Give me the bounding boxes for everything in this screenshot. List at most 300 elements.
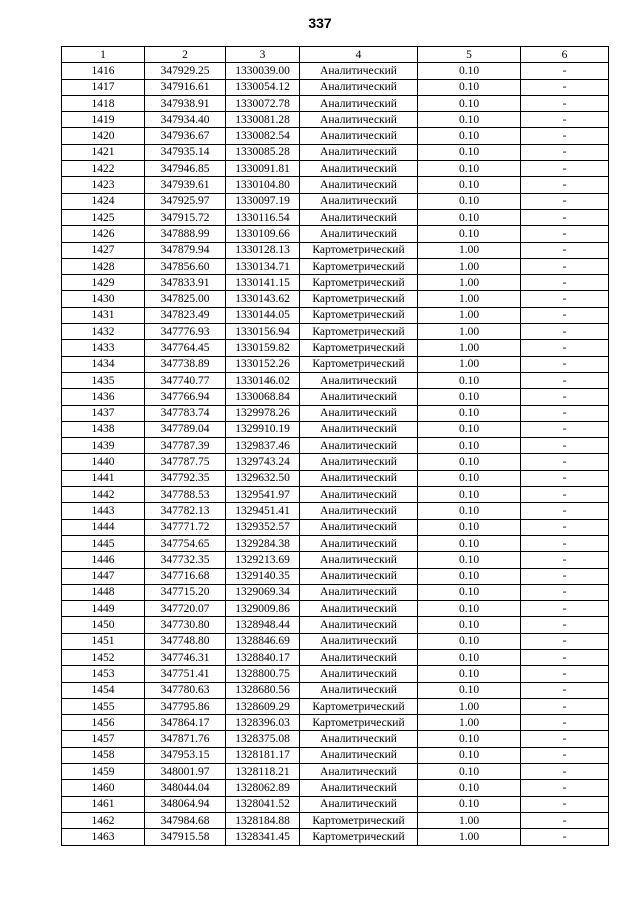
y-coordinate-cell: 1330152.26 [226, 356, 300, 372]
table-row [62, 503, 609, 519]
point-number-cell: 1417 [62, 79, 145, 95]
method-cell: Аналитический [300, 649, 418, 665]
point-number-cell: 1461 [62, 796, 145, 812]
table-row [62, 95, 609, 111]
y-coordinate-cell: 1328680.56 [226, 682, 300, 698]
point-number-cell: 1442 [62, 487, 145, 503]
note-cell: - [521, 372, 609, 388]
y-coordinate-cell: 1330109.66 [226, 226, 300, 242]
accuracy-cell: 0.10 [418, 95, 521, 111]
table-row [62, 812, 609, 828]
point-number-cell: 1429 [62, 275, 145, 291]
method-cell: Аналитический [300, 161, 418, 177]
method-cell: Аналитический [300, 552, 418, 568]
note-cell: - [521, 617, 609, 633]
point-number-cell: 1441 [62, 470, 145, 486]
accuracy-cell: 1.00 [418, 698, 521, 714]
accuracy-cell: 1.00 [418, 340, 521, 356]
note-cell: - [521, 731, 609, 747]
x-coordinate-cell: 347783.74 [145, 405, 226, 421]
y-coordinate-cell: 1330068.84 [226, 389, 300, 405]
note-cell: - [521, 438, 609, 454]
y-coordinate-cell: 1329009.86 [226, 601, 300, 617]
y-coordinate-cell: 1328396.03 [226, 715, 300, 731]
x-coordinate-cell: 347732.35 [145, 552, 226, 568]
accuracy-cell: 1.00 [418, 275, 521, 291]
note-cell: - [521, 812, 609, 828]
point-number-cell: 1444 [62, 519, 145, 535]
y-coordinate-cell: 1329069.34 [226, 584, 300, 600]
y-coordinate-cell: 1328041.52 [226, 796, 300, 812]
y-coordinate-cell: 1329140.35 [226, 568, 300, 584]
table-row [62, 340, 609, 356]
accuracy-cell: 0.10 [418, 372, 521, 388]
point-number-cell: 1431 [62, 307, 145, 323]
accuracy-cell: 0.10 [418, 487, 521, 503]
x-coordinate-cell: 347738.89 [145, 356, 226, 372]
x-coordinate-cell: 347789.04 [145, 421, 226, 437]
x-coordinate-cell: 348044.04 [145, 780, 226, 796]
method-cell: Аналитический [300, 79, 418, 95]
note-cell: - [521, 307, 609, 323]
y-coordinate-cell: 1329213.69 [226, 552, 300, 568]
accuracy-cell: 0.10 [418, 161, 521, 177]
point-number-cell: 1419 [62, 112, 145, 128]
note-cell: - [521, 161, 609, 177]
x-coordinate-cell: 347792.35 [145, 470, 226, 486]
y-coordinate-cell: 1328181.17 [226, 747, 300, 763]
method-cell: Картометрический [300, 242, 418, 258]
table-row [62, 747, 609, 763]
table-row [62, 617, 609, 633]
accuracy-cell: 0.10 [418, 617, 521, 633]
x-coordinate-cell: 347771.72 [145, 519, 226, 535]
point-number-cell: 1452 [62, 649, 145, 665]
y-coordinate-cell: 1329632.50 [226, 470, 300, 486]
method-cell: Аналитический [300, 226, 418, 242]
accuracy-cell: 1.00 [418, 307, 521, 323]
method-cell: Аналитический [300, 112, 418, 128]
table-row [62, 535, 609, 551]
method-cell: Аналитический [300, 372, 418, 388]
accuracy-cell: 0.10 [418, 747, 521, 763]
accuracy-cell: 0.10 [418, 519, 521, 535]
y-coordinate-cell: 1330116.54 [226, 209, 300, 225]
point-number-cell: 1438 [62, 421, 145, 437]
note-cell: - [521, 666, 609, 682]
note-cell: - [521, 63, 609, 79]
y-coordinate-cell: 1329284.38 [226, 535, 300, 551]
point-number-cell: 1460 [62, 780, 145, 796]
x-coordinate-cell: 347864.17 [145, 715, 226, 731]
accuracy-cell: 0.10 [418, 209, 521, 225]
note-cell: - [521, 503, 609, 519]
table-row [62, 682, 609, 698]
accuracy-cell: 0.10 [418, 731, 521, 747]
point-number-cell: 1418 [62, 95, 145, 111]
method-cell: Аналитический [300, 95, 418, 111]
table-row [62, 633, 609, 649]
y-coordinate-cell: 1329352.57 [226, 519, 300, 535]
point-number-cell: 1457 [62, 731, 145, 747]
x-coordinate-cell: 347938.91 [145, 95, 226, 111]
x-coordinate-cell: 347939.61 [145, 177, 226, 193]
table-row [62, 715, 609, 731]
point-number-cell: 1436 [62, 389, 145, 405]
accuracy-cell: 0.10 [418, 666, 521, 682]
y-coordinate-cell: 1330144.05 [226, 307, 300, 323]
note-cell: - [521, 633, 609, 649]
method-cell: Аналитический [300, 438, 418, 454]
accuracy-cell: 0.10 [418, 63, 521, 79]
table-row [62, 291, 609, 307]
x-coordinate-cell: 347916.61 [145, 79, 226, 95]
x-coordinate-cell: 347795.86 [145, 698, 226, 714]
note-cell: - [521, 682, 609, 698]
column-header: 3 [226, 47, 300, 63]
x-coordinate-cell: 347766.94 [145, 389, 226, 405]
y-coordinate-cell: 1330054.12 [226, 79, 300, 95]
x-coordinate-cell: 347787.75 [145, 454, 226, 470]
table-row [62, 666, 609, 682]
y-coordinate-cell: 1330039.00 [226, 63, 300, 79]
table-row [62, 372, 609, 388]
table-body [62, 63, 609, 845]
method-cell: Аналитический [300, 731, 418, 747]
note-cell: - [521, 764, 609, 780]
table-row [62, 161, 609, 177]
accuracy-cell: 0.10 [418, 470, 521, 486]
point-number-cell: 1459 [62, 764, 145, 780]
table-row [62, 226, 609, 242]
x-coordinate-cell: 347935.14 [145, 144, 226, 160]
note-cell: - [521, 324, 609, 340]
point-number-cell: 1445 [62, 535, 145, 551]
x-coordinate-cell: 347871.76 [145, 731, 226, 747]
y-coordinate-cell: 1328948.44 [226, 617, 300, 633]
table-row [62, 144, 609, 160]
point-number-cell: 1455 [62, 698, 145, 714]
x-coordinate-cell: 347934.40 [145, 112, 226, 128]
x-coordinate-cell: 347915.72 [145, 209, 226, 225]
x-coordinate-cell: 347720.07 [145, 601, 226, 617]
note-cell: - [521, 747, 609, 763]
y-coordinate-cell: 1328184.88 [226, 812, 300, 828]
table-row [62, 829, 609, 845]
point-number-cell: 1456 [62, 715, 145, 731]
method-cell: Аналитический [300, 503, 418, 519]
x-coordinate-cell: 347746.31 [145, 649, 226, 665]
point-number-cell: 1439 [62, 438, 145, 454]
table-row [62, 601, 609, 617]
note-cell: - [521, 487, 609, 503]
x-coordinate-cell: 347856.60 [145, 258, 226, 274]
point-number-cell: 1437 [62, 405, 145, 421]
note-cell: - [521, 340, 609, 356]
table-row [62, 568, 609, 584]
accuracy-cell: 0.10 [418, 144, 521, 160]
x-coordinate-cell: 347888.99 [145, 226, 226, 242]
method-cell: Картометрический [300, 324, 418, 340]
table-row [62, 487, 609, 503]
y-coordinate-cell: 1330072.78 [226, 95, 300, 111]
table-row [62, 796, 609, 812]
point-number-cell: 1458 [62, 747, 145, 763]
point-number-cell: 1428 [62, 258, 145, 274]
method-cell: Картометрический [300, 258, 418, 274]
method-cell: Аналитический [300, 454, 418, 470]
x-coordinate-cell: 347823.49 [145, 307, 226, 323]
method-cell: Аналитический [300, 682, 418, 698]
x-coordinate-cell: 347716.68 [145, 568, 226, 584]
table-row [62, 128, 609, 144]
point-number-cell: 1449 [62, 601, 145, 617]
note-cell: - [521, 535, 609, 551]
column-header: 6 [521, 47, 609, 63]
table-row [62, 649, 609, 665]
method-cell: Аналитический [300, 568, 418, 584]
note-cell: - [521, 649, 609, 665]
accuracy-cell: 0.10 [418, 405, 521, 421]
y-coordinate-cell: 1328062.89 [226, 780, 300, 796]
table-row [62, 79, 609, 95]
point-number-cell: 1450 [62, 617, 145, 633]
method-cell: Аналитический [300, 405, 418, 421]
note-cell: - [521, 79, 609, 95]
table-row [62, 112, 609, 128]
y-coordinate-cell: 1330104.80 [226, 177, 300, 193]
table-row [62, 519, 609, 535]
y-coordinate-cell: 1329541.97 [226, 487, 300, 503]
note-cell: - [521, 584, 609, 600]
x-coordinate-cell: 347776.93 [145, 324, 226, 340]
x-coordinate-cell: 348001.97 [145, 764, 226, 780]
accuracy-cell: 0.10 [418, 682, 521, 698]
method-cell: Аналитический [300, 666, 418, 682]
accuracy-cell: 0.10 [418, 796, 521, 812]
note-cell: - [521, 421, 609, 437]
y-coordinate-cell: 1329743.24 [226, 454, 300, 470]
y-coordinate-cell: 1328341.45 [226, 829, 300, 845]
table-row [62, 275, 609, 291]
method-cell: Аналитический [300, 421, 418, 437]
note-cell: - [521, 796, 609, 812]
y-coordinate-cell: 1328840.17 [226, 649, 300, 665]
table-row [62, 242, 609, 258]
method-cell: Картометрический [300, 340, 418, 356]
y-coordinate-cell: 1330146.02 [226, 372, 300, 388]
point-number-cell: 1435 [62, 372, 145, 388]
x-coordinate-cell: 347936.67 [145, 128, 226, 144]
method-cell: Картометрический [300, 356, 418, 372]
method-cell: Аналитический [300, 601, 418, 617]
x-coordinate-cell: 347782.13 [145, 503, 226, 519]
note-cell: - [521, 552, 609, 568]
x-coordinate-cell: 347780.63 [145, 682, 226, 698]
method-cell: Аналитический [300, 63, 418, 79]
point-number-cell: 1453 [62, 666, 145, 682]
y-coordinate-cell: 1329910.19 [226, 421, 300, 437]
point-number-cell: 1454 [62, 682, 145, 698]
note-cell: - [521, 715, 609, 731]
accuracy-cell: 0.10 [418, 584, 521, 600]
y-coordinate-cell: 1328118.21 [226, 764, 300, 780]
table-row [62, 209, 609, 225]
table-row [62, 324, 609, 340]
x-coordinate-cell: 347751.41 [145, 666, 226, 682]
y-coordinate-cell: 1329837.46 [226, 438, 300, 454]
accuracy-cell: 1.00 [418, 829, 521, 845]
table-row [62, 405, 609, 421]
x-coordinate-cell: 347925.97 [145, 193, 226, 209]
accuracy-cell: 1.00 [418, 242, 521, 258]
table-row [62, 63, 609, 79]
table-header-row [62, 47, 609, 63]
point-number-cell: 1432 [62, 324, 145, 340]
accuracy-cell: 1.00 [418, 258, 521, 274]
x-coordinate-cell: 347788.53 [145, 487, 226, 503]
note-cell: - [521, 568, 609, 584]
note-cell: - [521, 177, 609, 193]
accuracy-cell: 0.10 [418, 649, 521, 665]
note-cell: - [521, 829, 609, 845]
y-coordinate-cell: 1330128.13 [226, 242, 300, 258]
x-coordinate-cell: 347740.77 [145, 372, 226, 388]
y-coordinate-cell: 1330085.28 [226, 144, 300, 160]
method-cell: Аналитический [300, 633, 418, 649]
x-coordinate-cell: 347984.68 [145, 812, 226, 828]
x-coordinate-cell: 347879.94 [145, 242, 226, 258]
accuracy-cell: 1.00 [418, 812, 521, 828]
accuracy-cell: 0.10 [418, 128, 521, 144]
accuracy-cell: 0.10 [418, 193, 521, 209]
y-coordinate-cell: 1329451.41 [226, 503, 300, 519]
table-row [62, 454, 609, 470]
note-cell: - [521, 291, 609, 307]
note-cell: - [521, 112, 609, 128]
note-cell: - [521, 128, 609, 144]
method-cell: Аналитический [300, 209, 418, 225]
accuracy-cell: 1.00 [418, 291, 521, 307]
point-number-cell: 1420 [62, 128, 145, 144]
note-cell: - [521, 780, 609, 796]
accuracy-cell: 0.10 [418, 780, 521, 796]
y-coordinate-cell: 1330143.62 [226, 291, 300, 307]
method-cell: Аналитический [300, 519, 418, 535]
page-number: 337 [308, 15, 332, 31]
point-number-cell: 1424 [62, 193, 145, 209]
x-coordinate-cell: 347929.25 [145, 63, 226, 79]
method-cell: Аналитический [300, 144, 418, 160]
note-cell: - [521, 698, 609, 714]
method-cell: Аналитический [300, 487, 418, 503]
point-number-cell: 1440 [62, 454, 145, 470]
x-coordinate-cell: 347833.91 [145, 275, 226, 291]
note-cell: - [521, 454, 609, 470]
point-number-cell: 1462 [62, 812, 145, 828]
point-number-cell: 1421 [62, 144, 145, 160]
table-row [62, 780, 609, 796]
x-coordinate-cell: 347825.00 [145, 291, 226, 307]
accuracy-cell: 0.10 [418, 389, 521, 405]
note-cell: - [521, 405, 609, 421]
y-coordinate-cell: 1330141.15 [226, 275, 300, 291]
accuracy-cell: 0.10 [418, 226, 521, 242]
x-coordinate-cell: 347946.85 [145, 161, 226, 177]
y-coordinate-cell: 1329978.26 [226, 405, 300, 421]
method-cell: Картометрический [300, 812, 418, 828]
column-header: 2 [145, 47, 226, 63]
table-row [62, 438, 609, 454]
method-cell: Аналитический [300, 535, 418, 551]
method-cell: Картометрический [300, 291, 418, 307]
table-row [62, 698, 609, 714]
method-cell: Картометрический [300, 715, 418, 731]
point-number-cell: 1463 [62, 829, 145, 845]
x-coordinate-cell: 347748.80 [145, 633, 226, 649]
y-coordinate-cell: 1328846.69 [226, 633, 300, 649]
method-cell: Картометрический [300, 698, 418, 714]
method-cell: Аналитический [300, 617, 418, 633]
method-cell: Аналитический [300, 128, 418, 144]
accuracy-cell: 0.10 [418, 568, 521, 584]
point-number-cell: 1433 [62, 340, 145, 356]
accuracy-cell: 1.00 [418, 356, 521, 372]
note-cell: - [521, 209, 609, 225]
note-cell: - [521, 95, 609, 111]
x-coordinate-cell: 347787.39 [145, 438, 226, 454]
method-cell: Аналитический [300, 747, 418, 763]
note-cell: - [521, 242, 609, 258]
y-coordinate-cell: 1328609.29 [226, 698, 300, 714]
point-number-cell: 1448 [62, 584, 145, 600]
method-cell: Аналитический [300, 764, 418, 780]
y-coordinate-cell: 1330082.54 [226, 128, 300, 144]
column-header: 4 [300, 47, 418, 63]
accuracy-cell: 0.10 [418, 177, 521, 193]
accuracy-cell: 0.10 [418, 503, 521, 519]
point-number-cell: 1422 [62, 161, 145, 177]
note-cell: - [521, 193, 609, 209]
table-row [62, 764, 609, 780]
point-number-cell: 1446 [62, 552, 145, 568]
y-coordinate-cell: 1330156.94 [226, 324, 300, 340]
method-cell: Аналитический [300, 389, 418, 405]
point-number-cell: 1416 [62, 63, 145, 79]
accuracy-cell: 0.10 [418, 421, 521, 437]
method-cell: Аналитический [300, 470, 418, 486]
method-cell: Аналитический [300, 584, 418, 600]
method-cell: Картометрический [300, 275, 418, 291]
accuracy-cell: 0.10 [418, 601, 521, 617]
table-row [62, 193, 609, 209]
accuracy-cell: 0.10 [418, 552, 521, 568]
method-cell: Аналитический [300, 796, 418, 812]
y-coordinate-cell: 1330134.71 [226, 258, 300, 274]
table-row [62, 177, 609, 193]
accuracy-cell: 0.10 [418, 438, 521, 454]
accuracy-cell: 0.10 [418, 535, 521, 551]
column-header: 1 [62, 47, 145, 63]
y-coordinate-cell: 1330097.19 [226, 193, 300, 209]
x-coordinate-cell: 347764.45 [145, 340, 226, 356]
table-row [62, 731, 609, 747]
method-cell: Аналитический [300, 780, 418, 796]
y-coordinate-cell: 1330159.82 [226, 340, 300, 356]
note-cell: - [521, 226, 609, 242]
table-row [62, 552, 609, 568]
x-coordinate-cell: 347715.20 [145, 584, 226, 600]
